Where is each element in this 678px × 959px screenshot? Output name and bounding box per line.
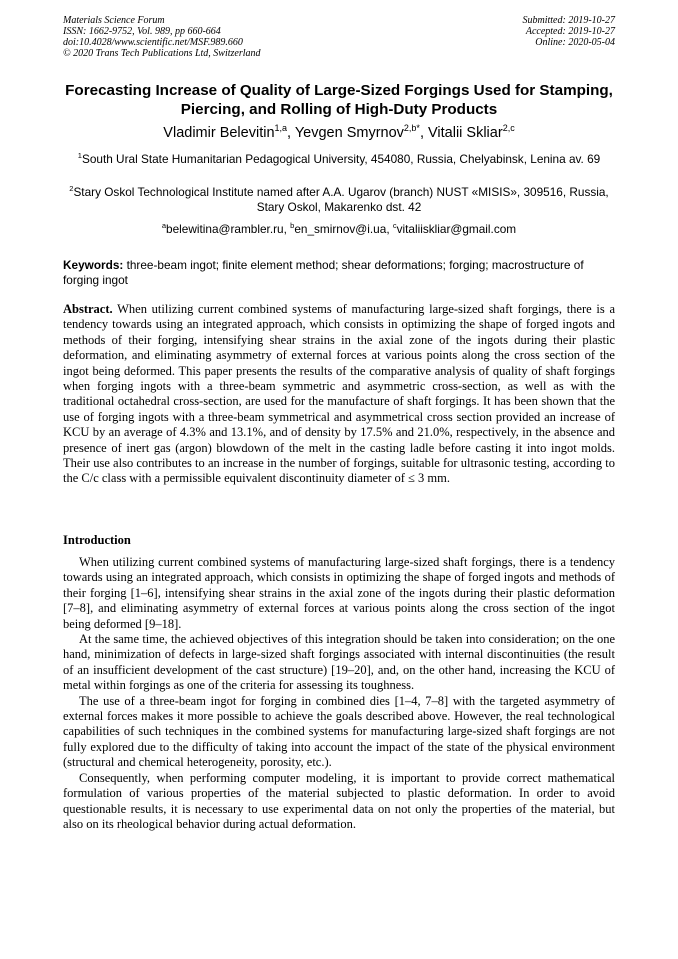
affiliation-1 xyxy=(63,152,615,167)
affiliation-text: Stary Oskol Technological Institute named after A.A. Ugarov (branch) NUST «MISIS», 309516, Russia, Stary Oskol, Makarenko dst. 42 xyxy=(73,185,609,214)
body-paragraph: When utilizing current combined systems of manufacturing large-sized shaft forgings, there is a tendency towards using an integrated approach, which consists in optimizing the shape of forged ingots and methods of their forging [1–6], intensifying shear strains in the axial zone of the ingots during their plastic deformation [7–8], and eliminating asymmetry of external forces at various points along the cross section of the ingot being deformed [9–18]. xyxy=(63,555,615,631)
accepted-date: Accepted: 2019-10-27 xyxy=(525,26,615,37)
submission-dates xyxy=(523,15,616,48)
author-affiliation-mark: 2,b* xyxy=(403,123,420,134)
email-mark: b xyxy=(290,221,295,231)
online-date: Online: 2020-05-04 xyxy=(535,37,615,48)
email-mark: a xyxy=(161,221,167,231)
author-list xyxy=(63,124,615,142)
email-address[interactable]: en_smirnov@i.ua xyxy=(294,222,387,236)
keywords-text: three-beam ingot; finite element method; shear deformations; forging; macrostructure of forging ingot xyxy=(63,258,584,287)
journal-info xyxy=(63,15,261,59)
abstract-label: Abstract. xyxy=(63,302,113,316)
author-separator: , xyxy=(287,125,295,141)
email-mark: c xyxy=(392,221,397,231)
affiliation-mark: 2 xyxy=(69,184,74,194)
keywords-label: Keywords: xyxy=(63,258,124,272)
journal-name: Materials Science Forum xyxy=(63,15,165,26)
affiliation-2 xyxy=(63,185,615,215)
author-affiliation-mark: 1,a xyxy=(274,123,288,134)
author-affiliation-mark: 2,c xyxy=(502,123,515,134)
abstract xyxy=(63,302,615,487)
abstract-text: When utilizing current combined systems of manufacturing large-sized shaft forgings, there is a tendency towards using an integrated approach, which consists in optimizing the shape of forged ingots and methods of their forging, intensifying shear strains in the axial zone of the ingots during their plastic deformation, and eliminating asymmetry of external forces at various points along the cross section of the ingot being deformed. This paper presents the results of the comparative analysis of quality of shaft forgings when forging ingots with a three-beam symmetric and asymmetric cross-section, as well as with the traditional octahedral cross-section, are used for the manufacture of shaft forgings. It has been shown that the use of forging ingots with a three-beam symmetrical and asymmetrical cross section provided an increase of KCU by an average of 4.3% and 13.1%, and of density by 17.5% and 21.0%, respectively, in the absence and presence of inert gas (argon) blowdown of the melt in the casting ladle before casting it into ingot molds. Their use also contributes to an increase in the number of forgings, suitable for ultrasonic testing, according to the C/c class with a permissible equivalent discontinuity diameter of ≤ 3 mm. xyxy=(63,302,615,486)
section-heading-introduction: Introduction xyxy=(63,533,131,547)
submitted-date: Submitted: 2019-10-27 xyxy=(522,15,615,26)
author-emails: $^a$belewitina@rambler.ru, $^b$en_smirnov@i.ua, $^c$vitaliiskliar@gmail.com xyxy=(161,221,517,236)
keywords xyxy=(63,258,615,287)
author-name: Vitalii Skliar xyxy=(428,125,503,141)
email-address[interactable]: vitaliiskliar@gmail.com xyxy=(396,222,517,236)
paper-title: Forecasting Increase of Quality of Large-Sized Forgings Used for Stamping, Piercing, and Rolling of High-Duty Products xyxy=(65,82,613,118)
affiliation-mark: 1 xyxy=(77,151,82,161)
journal-copyright: © 2020 Trans Tech Publications Ltd, Switzerland xyxy=(63,48,261,59)
body-paragraph: Consequently, when performing computer modeling, it is important to provide correct mathematical formulation of various properties of the material subjected to plastic deformation. In order to avoid questionable results, it is necessary to use experimental data on not only the properties of the material, but also on its rheological behavior during actual deformation. xyxy=(63,770,615,831)
affiliation-text: South Ural State Humanitarian Pedagogical University, 454080, Russia, Chelyabinsk, Lenina av. 69 xyxy=(81,152,601,166)
introduction-body xyxy=(63,555,615,832)
author-separator: , xyxy=(419,125,428,141)
author-name: Vladimir Belevitin xyxy=(163,125,275,141)
body-paragraph: The use of a three-beam ingot for forging in combined dies [1–4, 7–8] with the targeted asymmetry of external forces makes it more possible to achieve the goals described above. However, the real technological capabilities of such techniques in the combined systems for manufacturing large-sized shaft forgings are not fully explored due to the difficulty of taking into account the impact of the state of the physical environment (structural and chemical heterogeneity, porosity, etc.). xyxy=(63,693,615,770)
journal-header xyxy=(63,15,615,65)
email-address[interactable]: belewitina@rambler.ru xyxy=(166,222,284,236)
journal-doi: doi:10.4028/www.scientific.net/MSF.989.660 xyxy=(63,37,243,48)
journal-issn: ISSN: 1662-9752, Vol. 989, pp 660-664 xyxy=(63,26,221,37)
author-name: Yevgen Smyrnov xyxy=(294,125,404,141)
body-paragraph: At the same time, the achieved objectives of this integration should be taken into consideration; on the one hand, minimization of defects in large-sized shaft forgings associated with internal discontinuities (the result of an insufficient development of the cast structure) [19–20], and, on the other hand, increasing the KCU of metal within forgings as one of the criteria for assessing its toughness. xyxy=(63,632,615,693)
